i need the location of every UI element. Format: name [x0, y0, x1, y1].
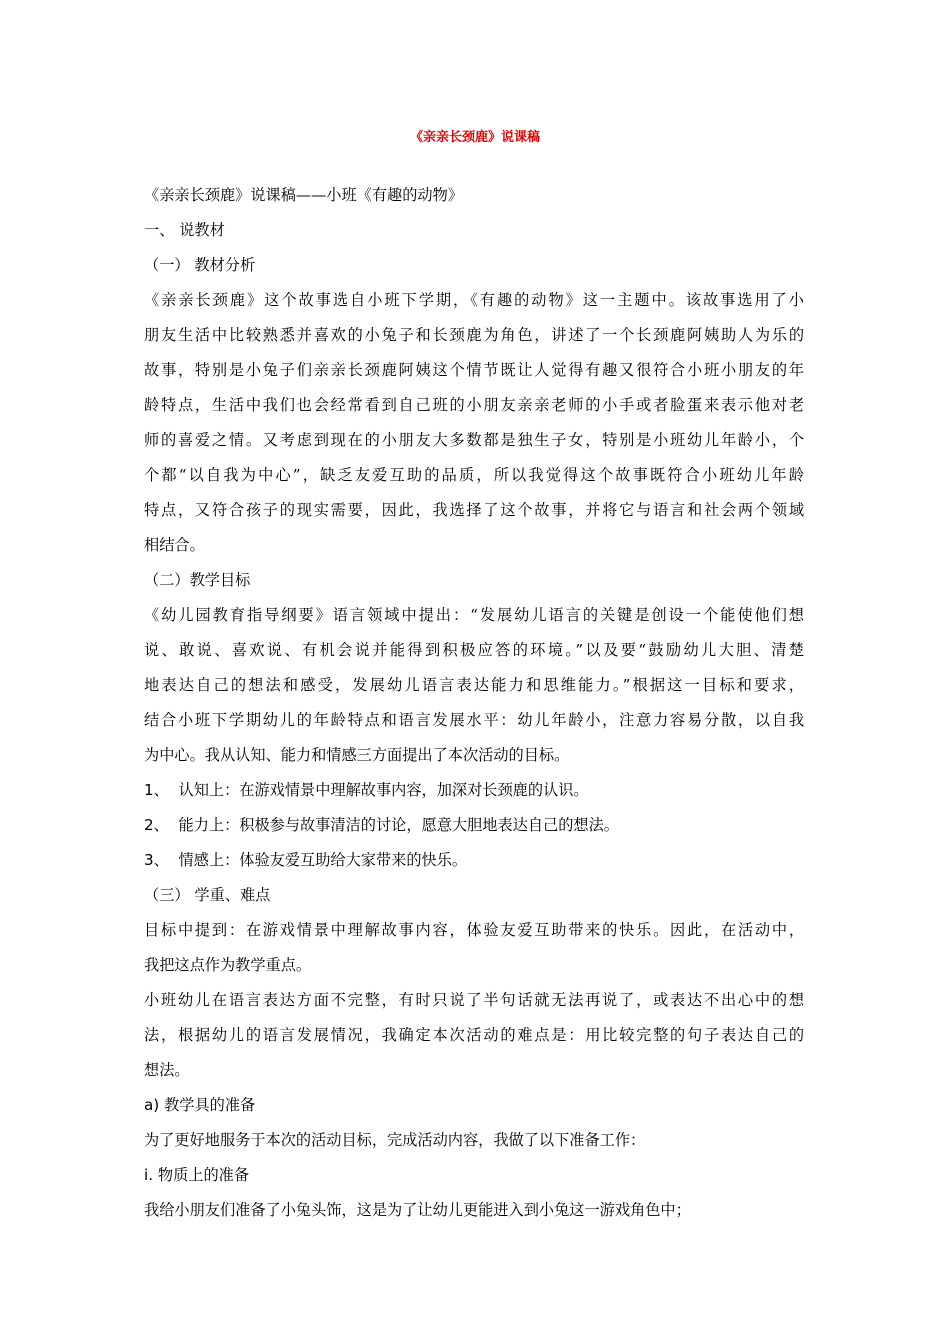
paragraph-line: 相结合。: [144, 536, 205, 554]
goal-item: [144, 843, 804, 878]
paragraph-line: 为中心。我从认知、能力和情感三方面提出了本次活动的目标。: [144, 746, 570, 764]
document-title: 《亲亲长颈鹿》说课稿: [409, 130, 540, 145]
paragraph-line: 想法。: [144, 1061, 190, 1079]
goal-text: 能力上：积极参与故事清洁的讨论，愿意大胆地表达自己的想法。: [178, 816, 619, 834]
paragraph-line: 法，根据幼儿的语言发展情况，我确定本次活动的难点是：用比较完整的句子表达自己的: [144, 1026, 804, 1044]
paragraph-line: 师的喜爱之情。又考虑到现在的小朋友大多数都是独生子女，特别是小班幼儿年龄小，个: [144, 431, 804, 449]
subsection-heading: （一） 教材分析: [144, 256, 256, 274]
paragraph-line: 《亲亲长颈鹿》这个故事选自小班下学期，《有趣的动物》这一主题中。该故事选用了小: [144, 291, 804, 309]
paragraph-line: 小班幼儿在语言表达方面不完整，有时只说了半句话就无法再说了，或表达不出心中的想: [144, 991, 804, 1009]
subsection-heading: （二）教学目标: [144, 571, 251, 589]
goal-text: 认知上：在游戏情景中理解故事内容，加深对长颈鹿的认识。: [178, 781, 589, 799]
subtitle-line: 《亲亲长颈鹿》说课稿——小班《有趣的动物》: [144, 186, 463, 204]
prep-heading: [144, 1088, 804, 1123]
paragraph-line: 龄特点，生活中我们也会经常看到自己班的小朋友亲亲老师的小手或者脸蛋来表示他对老: [144, 396, 804, 414]
paragraph-line: 说、敢说、喜欢说、有机会说并能得到积极应答的环境。”以及要“鼓励幼儿大胆、清楚: [144, 641, 804, 659]
paragraph-line: 我给小朋友们准备了小兔头饰，这是为了让幼儿更能进入到小兔这一游戏角色中；: [144, 1201, 691, 1219]
paragraph-line: 为了更好地服务于本次的活动目标，完成活动内容，我做了以下准备工作：: [144, 1131, 646, 1149]
prep-heading-text: 教学具的准备: [164, 1096, 256, 1114]
paragraph-line: 我把这点作为教学重点。: [144, 956, 312, 974]
paragraph-line: 特点，又符合孩子的现实需要，因此，我选择了这个故事，并将它与语言和社会两个领域: [144, 501, 804, 519]
goal-item: [144, 808, 804, 843]
material-heading: [144, 1158, 804, 1193]
goal-number: 3、: [144, 851, 169, 869]
list-marker: a): [144, 1096, 160, 1114]
paragraph-line: 结合小班下学期幼儿的年龄特点和语言发展水平：幼儿年龄小，注意力容易分散，以自我: [144, 711, 804, 729]
goal-number: 2、: [144, 816, 169, 834]
list-marker: i.: [144, 1166, 154, 1184]
paragraph-line: 目标中提到：在游戏情景中理解故事内容，体验友爱互助带来的快乐。因此，在活动中，: [144, 921, 804, 939]
goal-text: 情感上：体验友爱互助给大家带来的快乐。: [178, 851, 468, 869]
paragraph-line: 朋友生活中比较熟悉并喜欢的小兔子和长颈鹿为角色，讲述了一个长颈鹿阿姨助人为乐的: [144, 326, 804, 344]
material-heading-text: 物质上的准备: [157, 1166, 250, 1184]
subsection-heading: （三） 学重、难点: [144, 886, 271, 904]
goal-number: 1、: [144, 781, 169, 799]
section-heading: 一、 说教材: [144, 221, 225, 239]
paragraph-line: 个都“以自我为中心”，缺乏友爱互助的品质，所以我觉得这个故事既符合小班幼儿年龄: [144, 466, 804, 484]
document-body: [144, 178, 804, 1228]
goal-item: [144, 773, 804, 808]
paragraph-line: 故事，特别是小兔子们亲亲长颈鹿阿姨这个情节既让人觉得有趣又很符合小班小朋友的年: [144, 361, 804, 379]
paragraph-line: 地表达自己的想法和感受，发展幼儿语言表达能力和思维能力。”根据这一目标和要求，: [144, 676, 804, 694]
paragraph-line: 《幼儿园教育指导纲要》语言领域中提出：“发展幼儿语言的关键是创设一个能使他们想: [144, 606, 804, 624]
